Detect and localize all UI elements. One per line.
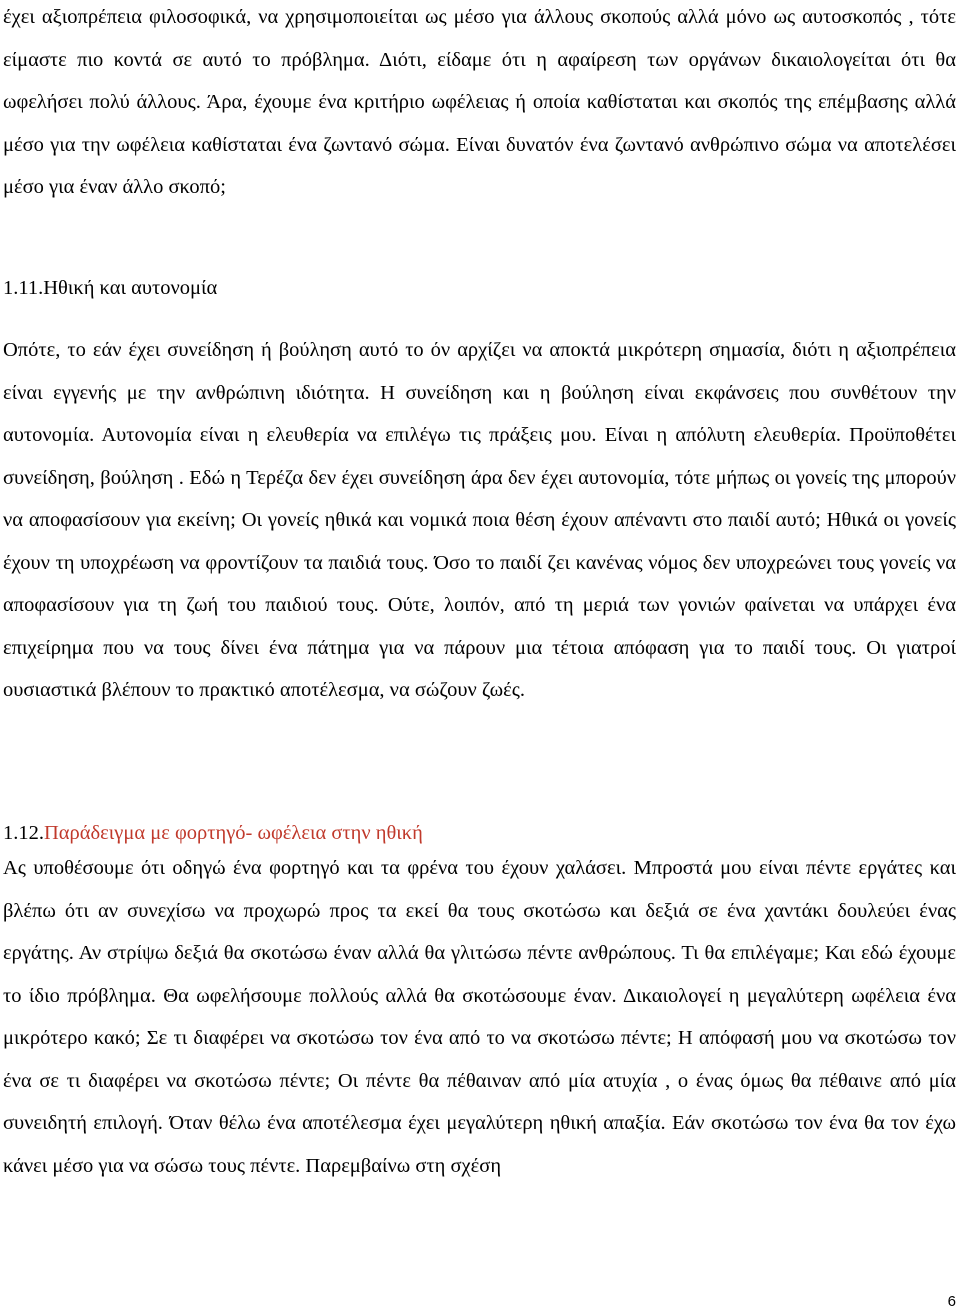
- page-number: 6: [947, 1293, 956, 1310]
- intro-paragraph: έχει αξιοπρέπεια φιλοσοφικά, να χρησιμοποιείται ως μέσο για άλλους σκοπούς αλλά μόνο ως αυτοσκοπός , τότε είμαστε πιο κοντά σε αυτό το πρόβλημα. Διότι, είδαμε ότι η αφαίρεση των οργάνων δικαιολογείται ότι θα ωφελήσει πολύ άλλους. Άρα, έχουμε ένα κριτήριο ωφέλειας ή οποία καθίσταται και σκοπός της επέμβασης αλλά μέσο για την ωφέλεια καθίσταται ένα ζωντανό σώμα. Είναι δυνατόν ένα ζωντανό ανθρώπινο σώμα να αποτελέσει μέσο για έναν άλλο σκοπό;: [3, 6, 956, 198]
- section-heading-1-11: 1.11.Ηθική και αυτονομία: [3, 277, 218, 299]
- section-title: Παράδειγμα με φορτηγό- ωφέλεια στην ηθική: [44, 822, 423, 844]
- section-1-12-paragraph: Ας υποθέσουμε ότι οδηγώ ένα φορτηγό και τα φρένα του έχουν χαλάσει. Μπροστά μου είναι πέντε εργάτες και βλέπω ότι αν συνεχίσω να προχωρώ προς τα εκεί θα τους σκοτώσω και δεξιά σε ένα χαντάκι δουλεύει ένας εργάτης. Αν στρίψω δεξιά θα σκοτώσω έναν αλλά θα γλιτώσω πέντε ανθρώπους. Τι θα επιλέγαμε; Και εδώ έχουμε το ίδιο πρόβλημα. Θα ωφελήσουμε πολλούς αλλά θα σκοτώσουμε έναν. Δικαιολογεί η μεγαλύτερη ωφέλεια ένα μικρότερο κακό; Σε τι διαφέρει να σκοτώσω τον ένα από το να σκοτώσω πέντε; Η απόφασή μου να σκοτώσω τον ένα σε τι διαφέρει να σκοτώσω πέντε; Οι πέντε θα πέθαιναν από μία ατυχία , ο ένας όμως θα πέθαινε από μία συνειδητή επιλογή. Όταν θέλω ένα αποτέλεσμα έχει μεγαλύτερη ηθική απαξία. Εάν σκοτώσω τον ένα θα τον έχω κάνει μέσο για να σώσω τους πέντε. Παρεμβαίνω στη σχέση: [3, 857, 956, 1177]
- section-heading-1-12: [3, 818, 423, 848]
- section-number: 1.12.: [3, 822, 44, 844]
- section-1-11-paragraph: Οπότε, το εάν έχει συνείδηση ή βούληση αυτό το όν αρχίζει να αποκτά μικρότερη σημασία, διότι η αξιοπρέπεια είναι εγγενής με την ανθρώπινη ιδιότητα. Η συνείδηση και η βούληση είναι εκφάνσεις που συνθέτουν την αυτονομία. Αυτονομία είναι η ελευθερία να επιλέγω τις πράξεις μου. Είναι η απόλυτη ελευθερία. Προϋποθέτει συνείδηση, βούληση . Εδώ η Τερέζα δεν έχει συνείδηση άρα δεν έχει αυτονομία, τότε μήπως οι γονείς της μπορούν να αποφασίσουν για εκείνη; Οι γονείς ηθικά και νομικά ποια θέση έχουν απέναντι στο παιδί αυτό; Ηθικά οι γονείς έχουν τη υποχρέωση να φροντίζουν τα παιδιά τους. Όσο το παιδί ζει κανένας νόμος δεν υποχρεώνει τους γονείς να αποφασίσουν για τη ζωή του παιδιού τους. Ούτε, λοιπόν, από τη μεριά των γονιών φαίνεται να υπάρχει ένα επιχείρημα που να τους δίνει ένα πάτημα για να πάρουν μια τέτοια απόφαση για το παιδί τους. Οι γιατροί ουσιαστικά βλέπουν το πρακτικό αποτέλεσμα, να σώζουν ζωές.: [3, 339, 956, 701]
